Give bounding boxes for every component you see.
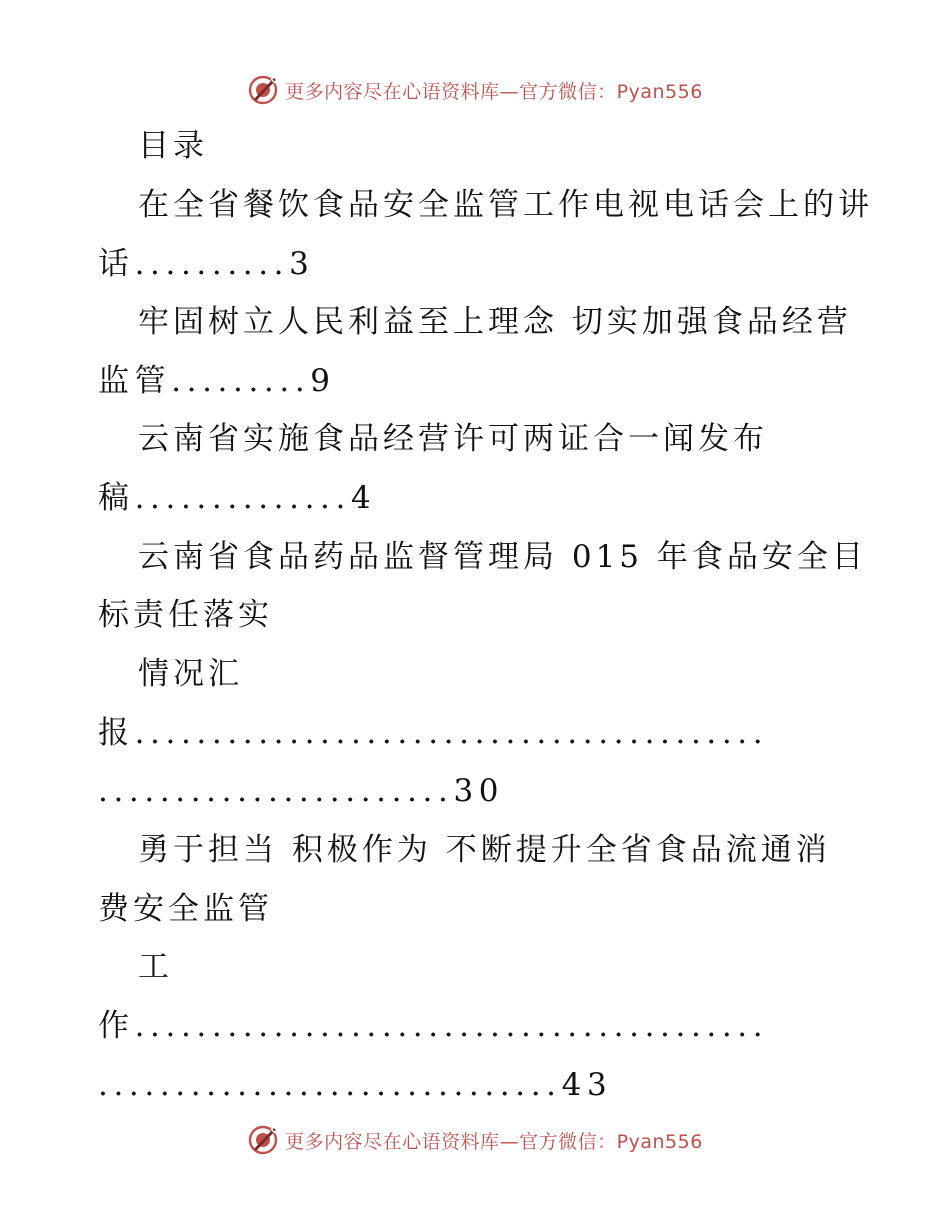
- toc-entry-leader: .......................30: [98, 773, 505, 809]
- toc-entry-leader: ..............................43: [98, 1067, 613, 1103]
- toc-entry-title: 在全省餐饮食品安全监管工作电视电话会上的讲: [138, 187, 873, 223]
- watermark-text: 更多内容尽在心语资料库—官方微信：Pyan556: [285, 1130, 703, 1153]
- toc-entry-title: 费安全监管: [98, 891, 273, 927]
- toc-entry-title: 云南省食品药品监督管理局 015 年食品安全目: [138, 539, 867, 575]
- toc-entry-leader: 稿..............4: [98, 480, 377, 516]
- pen-seal-icon: [247, 74, 279, 106]
- toc-entry-title: 勇于担当 积极作为 不断提升全省食品流通消: [138, 832, 831, 868]
- toc-entry-leader: 话..........3: [98, 246, 315, 282]
- toc-entry-title: 牢固树立人民利益至上理念 切实加强食品经营: [138, 304, 852, 340]
- toc-entry-leader: 作.........................................: [98, 1008, 769, 1044]
- toc-entry-title: 情况汇: [138, 656, 243, 692]
- watermark-text: 更多内容尽在心语资料库—官方微信：Pyan556: [285, 80, 703, 103]
- toc-heading: 目录: [138, 128, 208, 164]
- toc-entry-leader: 报.........................................: [98, 715, 769, 751]
- toc-entry-title: 云南省实施食品经营许可两证合一闻发布: [138, 421, 768, 457]
- header-watermark: [0, 70, 950, 110]
- footer-watermark: [0, 1120, 950, 1160]
- toc-entry-title: 工: [138, 949, 173, 985]
- toc-entry-title: 标责任落实: [98, 597, 273, 633]
- pen-seal-icon: [247, 1124, 279, 1156]
- toc-entry-leader: 监管.........9: [98, 363, 336, 399]
